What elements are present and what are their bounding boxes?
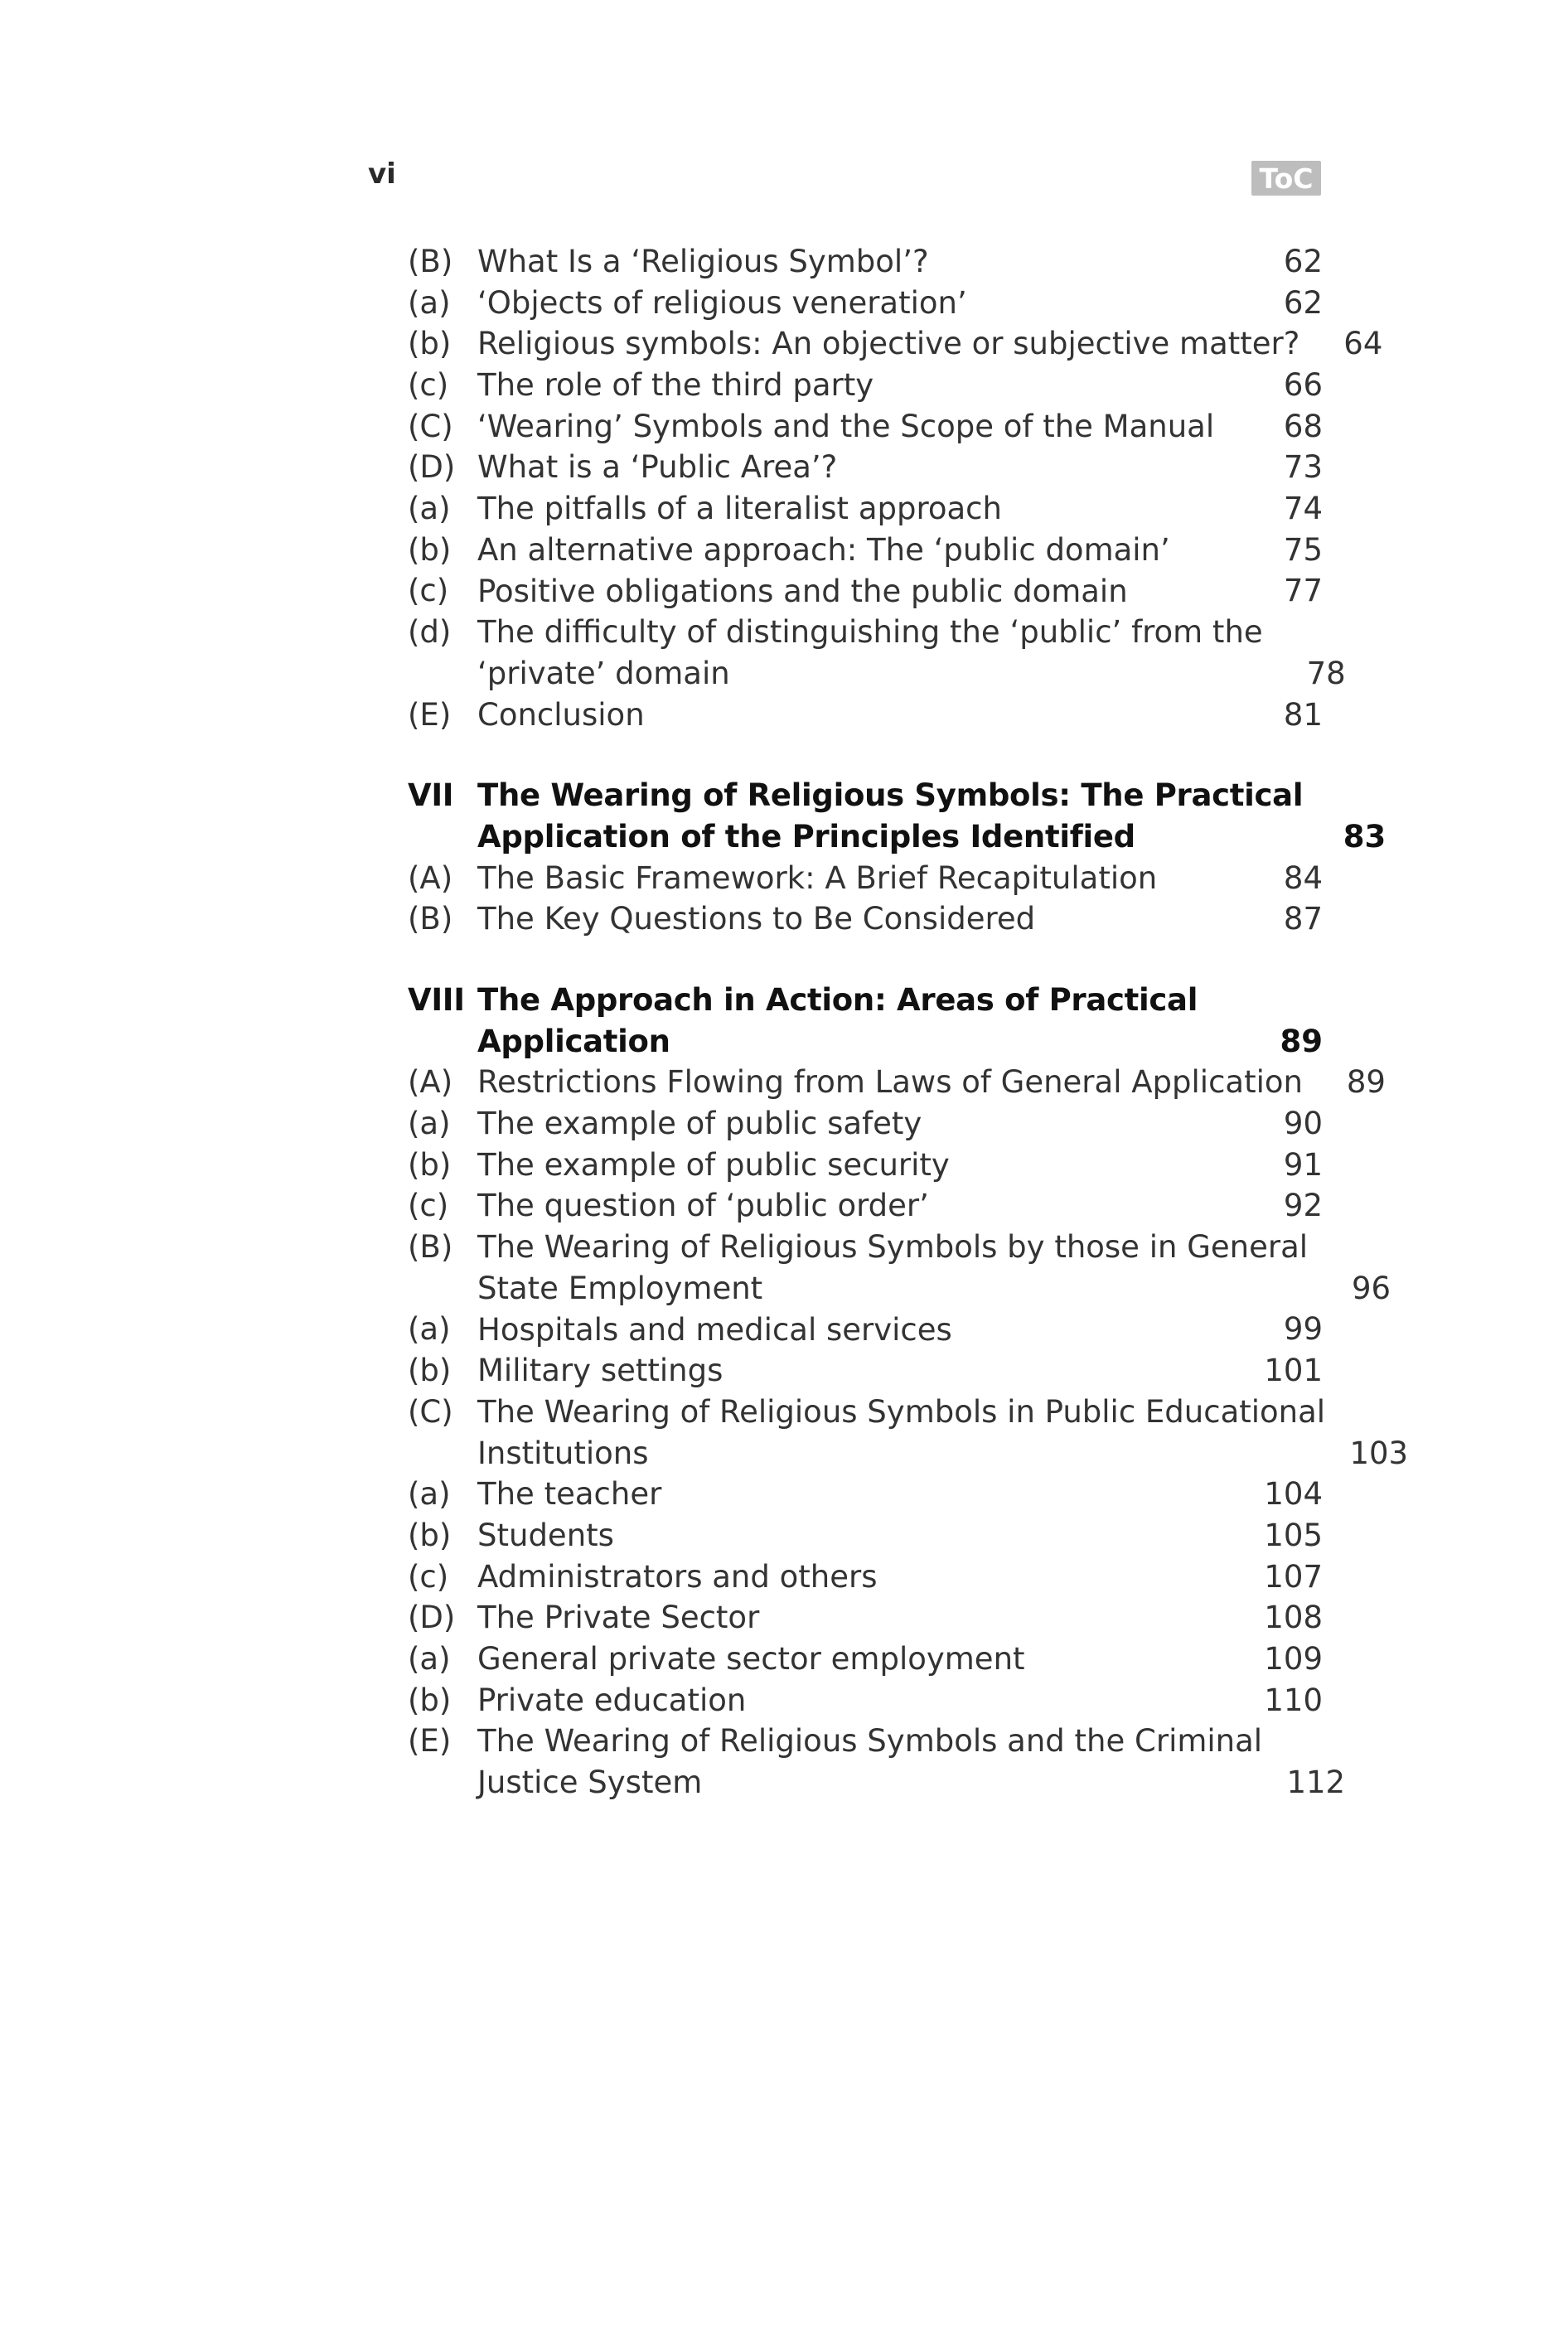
toc-entry-title-line: The Wearing of Religious Symbols: The Practical	[477, 777, 1304, 814]
toc-entry-title	[477, 1597, 1240, 1639]
toc-entry-title-line: ‘Objects of religious veneration’	[477, 284, 967, 321]
toc-entry-title-line: Hospitals and medical services	[477, 1311, 952, 1348]
toc-entry[interactable]	[408, 1515, 1323, 1556]
toc-entry-title-line: The difficulty of distinguishing the ‘public’ from the	[477, 614, 1263, 651]
toc-entry-label: (b)	[408, 531, 452, 568]
table-of-contents	[408, 241, 1409, 1803]
toc-entry-title	[477, 1721, 1262, 1803]
toc-entry-title	[477, 1474, 1240, 1515]
toc-entry-label: (c)	[408, 1558, 449, 1595]
toc-entry-title	[477, 980, 1240, 1062]
toc-entry-title	[477, 1556, 1240, 1598]
toc-entry-title	[477, 1103, 1240, 1145]
toc-entry[interactable]	[408, 571, 1323, 612]
toc-entry-label: (B)	[408, 243, 453, 279]
toc-entry-page-number: 81	[1283, 696, 1323, 733]
toc-entry-page-number: 92	[1283, 1188, 1323, 1224]
page-folio: vi	[368, 157, 396, 191]
section-gap	[408, 735, 1323, 775]
toc-entry[interactable]	[408, 406, 1323, 448]
toc-entry-title-line: Application of the Principles Identified	[477, 818, 1135, 854]
toc-entry-page-number: 96	[1351, 1270, 1391, 1306]
toc-entry-title	[477, 1310, 1240, 1351]
toc-entry-title-line: The Private Sector	[477, 1600, 760, 1636]
toc-entry-label: (a)	[408, 284, 451, 321]
toc-entry[interactable]	[408, 323, 1383, 365]
toc-entry-title-line: What Is a ‘Religious Symbol’?	[477, 244, 929, 279]
toc-entry-title-line: Restrictions Flowing from Laws of General Application	[477, 1064, 1303, 1101]
toc-entry-title	[477, 1185, 1240, 1227]
toc-entry[interactable]	[408, 695, 1323, 736]
toc-entry[interactable]	[408, 858, 1323, 899]
toc-entry-title	[477, 1062, 1303, 1103]
toc-entry[interactable]	[408, 898, 1323, 940]
toc-entry-title-line: The Wearing of Religious Symbols by those in General	[477, 1229, 1309, 1266]
toc-entry-label: (B)	[408, 901, 453, 937]
toc-entry-title	[477, 1392, 1325, 1474]
toc-entry[interactable]	[408, 1392, 1409, 1474]
section-gap	[408, 940, 1323, 980]
toc-entry[interactable]	[408, 1103, 1323, 1145]
toc-entry-title	[477, 858, 1240, 899]
toc-entry-title-line: ‘private’ domain	[477, 655, 730, 691]
toc-entry-title	[477, 571, 1240, 612]
toc-entry-page-number: 68	[1283, 408, 1323, 444]
toc-entry[interactable]	[408, 612, 1346, 694]
toc-entry-title-line: Religious symbols: An objective or subjective matter?	[477, 326, 1300, 362]
toc-entry-title	[477, 1350, 1240, 1392]
toc-entry-page-number: 84	[1283, 859, 1323, 896]
toc-entry-title-line: Military settings	[477, 1353, 724, 1389]
toc-entry-label: (B)	[408, 1229, 453, 1266]
toc-entry-label: (a)	[408, 491, 451, 527]
toc-entry-title-line: What is a ‘Public Area’?	[477, 449, 838, 486]
toc-entry-label: (A)	[408, 859, 453, 896]
toc-entry-title	[477, 447, 1240, 488]
toc-entry-title-line: ‘Wearing’ Symbols and the Scope of the Manual	[477, 408, 1215, 444]
toc-entry-page-number: 112	[1286, 1765, 1346, 1801]
toc-entry-page-number: 74	[1283, 491, 1323, 527]
toc-entry[interactable]	[408, 1639, 1323, 1680]
toc-entry-title	[477, 1680, 1240, 1721]
toc-entry-title-line: Conclusion	[477, 696, 645, 733]
toc-entry-title	[477, 612, 1263, 694]
toc-entry-page-number: 101	[1264, 1353, 1323, 1389]
toc-entry-label: (a)	[408, 1311, 451, 1348]
toc-entry-label: (C)	[408, 408, 453, 444]
toc-entry-label: (a)	[408, 1106, 451, 1142]
toc-entry-page-number: 104	[1264, 1476, 1323, 1513]
toc-entry-page-number: 103	[1349, 1435, 1409, 1471]
toc-entry-label: (D)	[408, 449, 456, 486]
toc-entry-title	[477, 323, 1299, 365]
toc-entry[interactable]	[408, 1185, 1323, 1227]
toc-entry-page-number: 75	[1283, 531, 1323, 568]
toc-entry-label: (b)	[408, 1353, 452, 1389]
toc-entry-label: (b)	[408, 1682, 452, 1718]
toc-entry-label: (C)	[408, 1393, 453, 1430]
toc-entry[interactable]	[408, 530, 1323, 571]
toc-entry[interactable]	[408, 1474, 1323, 1515]
toc-entry-page-number: 66	[1283, 367, 1323, 404]
toc-entry-page-number: 89	[1280, 1023, 1323, 1059]
toc-entry-page-number: 62	[1283, 284, 1323, 321]
toc-entry-label: (c)	[408, 367, 449, 404]
toc-entry-title-line: Justice System	[477, 1765, 703, 1801]
toc-entry-title-line: The Basic Framework: A Brief Recapitulation	[477, 859, 1158, 896]
toc-entry-title-line: The role of the third party	[477, 367, 874, 404]
toc-entry-page-number: 87	[1283, 901, 1323, 937]
toc-entry-page-number: 62	[1283, 243, 1323, 279]
toc-entry-page-number: 90	[1283, 1106, 1323, 1142]
toc-entry-page-number: 99	[1283, 1311, 1323, 1348]
toc-entry-title	[477, 695, 1240, 736]
toc-entry-label: (E)	[408, 696, 452, 733]
toc-entry-label: (b)	[408, 1517, 452, 1553]
toc-entry-title	[477, 1227, 1308, 1309]
toc-entry-title-line: An alternative approach: The ‘public domain’	[477, 531, 1170, 568]
toc-entry-page-number: 83	[1343, 818, 1387, 854]
toc-entry-label: VII	[408, 777, 454, 814]
toc-entry[interactable]	[408, 1597, 1323, 1639]
toc-entry-label: VIII	[408, 982, 465, 1018]
toc-entry[interactable]	[408, 488, 1323, 530]
toc-entry-label: (E)	[408, 1723, 452, 1760]
toc-entry[interactable]	[408, 1350, 1323, 1392]
toc-entry[interactable]	[408, 447, 1323, 488]
toc-entry-title	[477, 898, 1240, 940]
toc-entry-title-line: The teacher	[477, 1476, 662, 1513]
toc-entry-page-number: 77	[1283, 573, 1323, 609]
toc-entry-title	[477, 365, 1240, 406]
toc-entry-page-number: 105	[1264, 1517, 1323, 1553]
toc-entry-title	[477, 283, 1240, 324]
toc-entry-page-number: 73	[1283, 449, 1323, 486]
toc-entry[interactable]	[408, 1145, 1323, 1186]
toc-chapter-entry[interactable]	[408, 980, 1323, 1062]
toc-entry-title-line: The Wearing of Religious Symbols in Public Educational	[477, 1393, 1326, 1430]
toc-entry-label: (b)	[408, 1146, 452, 1183]
toc-entry-label: (c)	[408, 573, 449, 609]
toc-entry-title	[477, 488, 1240, 530]
toc-entry-label: (a)	[408, 1640, 451, 1677]
toc-entry-title	[477, 530, 1240, 571]
toc-entry-title	[477, 1145, 1240, 1186]
toc-entry-page-number: 107	[1264, 1558, 1323, 1595]
toc-entry-title	[477, 406, 1240, 448]
toc-entry-label: (D)	[408, 1600, 456, 1636]
toc-entry-title-line: State Employment	[477, 1270, 763, 1306]
toc-entry-title-line: Institutions	[477, 1435, 649, 1471]
toc-entry-page-number: 91	[1283, 1146, 1323, 1183]
toc-entry-title-line: The Wearing of Religious Symbols and the Criminal	[477, 1723, 1263, 1760]
toc-entry-title-line: The example of public security	[477, 1146, 950, 1183]
toc-entry[interactable]	[408, 1721, 1346, 1803]
toc-badge[interactable]: ToC	[1251, 161, 1321, 196]
toc-entry[interactable]	[408, 365, 1323, 406]
toc-entry-title	[477, 775, 1303, 857]
toc-entry-title-line: The Key Questions to Be Considered	[477, 901, 1036, 937]
toc-entry-label: (c)	[408, 1188, 449, 1224]
toc-entry[interactable]	[408, 241, 1323, 283]
toc-entry-page-number: 108	[1264, 1600, 1323, 1636]
toc-entry-page-number: 89	[1346, 1064, 1386, 1101]
toc-entry-label: (b)	[408, 326, 452, 362]
toc-entry-label: (A)	[408, 1064, 453, 1101]
toc-entry-label: (a)	[408, 1476, 451, 1513]
toc-entry-title-line: Positive obligations and the public domain	[477, 573, 1128, 609]
toc-entry-page-number: 109	[1264, 1640, 1323, 1677]
toc-entry-title-line: General private sector employment	[477, 1641, 1025, 1677]
toc-entry-title	[477, 241, 1240, 283]
toc-entry-page-number: 110	[1264, 1682, 1323, 1718]
toc-entry[interactable]	[408, 1227, 1391, 1309]
toc-entry-page-number: 64	[1343, 326, 1383, 362]
toc-entry-title	[477, 1515, 1240, 1556]
toc-entry-title	[477, 1639, 1240, 1680]
toc-entry-title-line: Administrators and others	[477, 1558, 878, 1595]
toc-entry-title-line: Application	[477, 1023, 670, 1059]
toc-entry[interactable]	[408, 1062, 1386, 1103]
toc-entry-title-line: The Approach in Action: Areas of Practical	[477, 982, 1198, 1018]
toc-entry-title-line: The pitfalls of a literalist approach	[477, 491, 1002, 527]
toc-entry[interactable]	[408, 283, 1323, 324]
toc-entry-page-number: 78	[1306, 655, 1346, 691]
toc-chapter-entry[interactable]	[408, 775, 1387, 857]
toc-entry-label: (d)	[408, 614, 452, 651]
toc-entry[interactable]	[408, 1556, 1323, 1598]
toc-entry-title-line: The question of ‘public order’	[477, 1188, 929, 1224]
toc-entry[interactable]	[408, 1680, 1323, 1721]
toc-entry-title-line: The example of public safety	[477, 1106, 922, 1142]
toc-entry[interactable]	[408, 1310, 1323, 1351]
toc-entry-title-line: Private education	[477, 1682, 747, 1718]
toc-entry-title-line: Students	[477, 1517, 614, 1553]
